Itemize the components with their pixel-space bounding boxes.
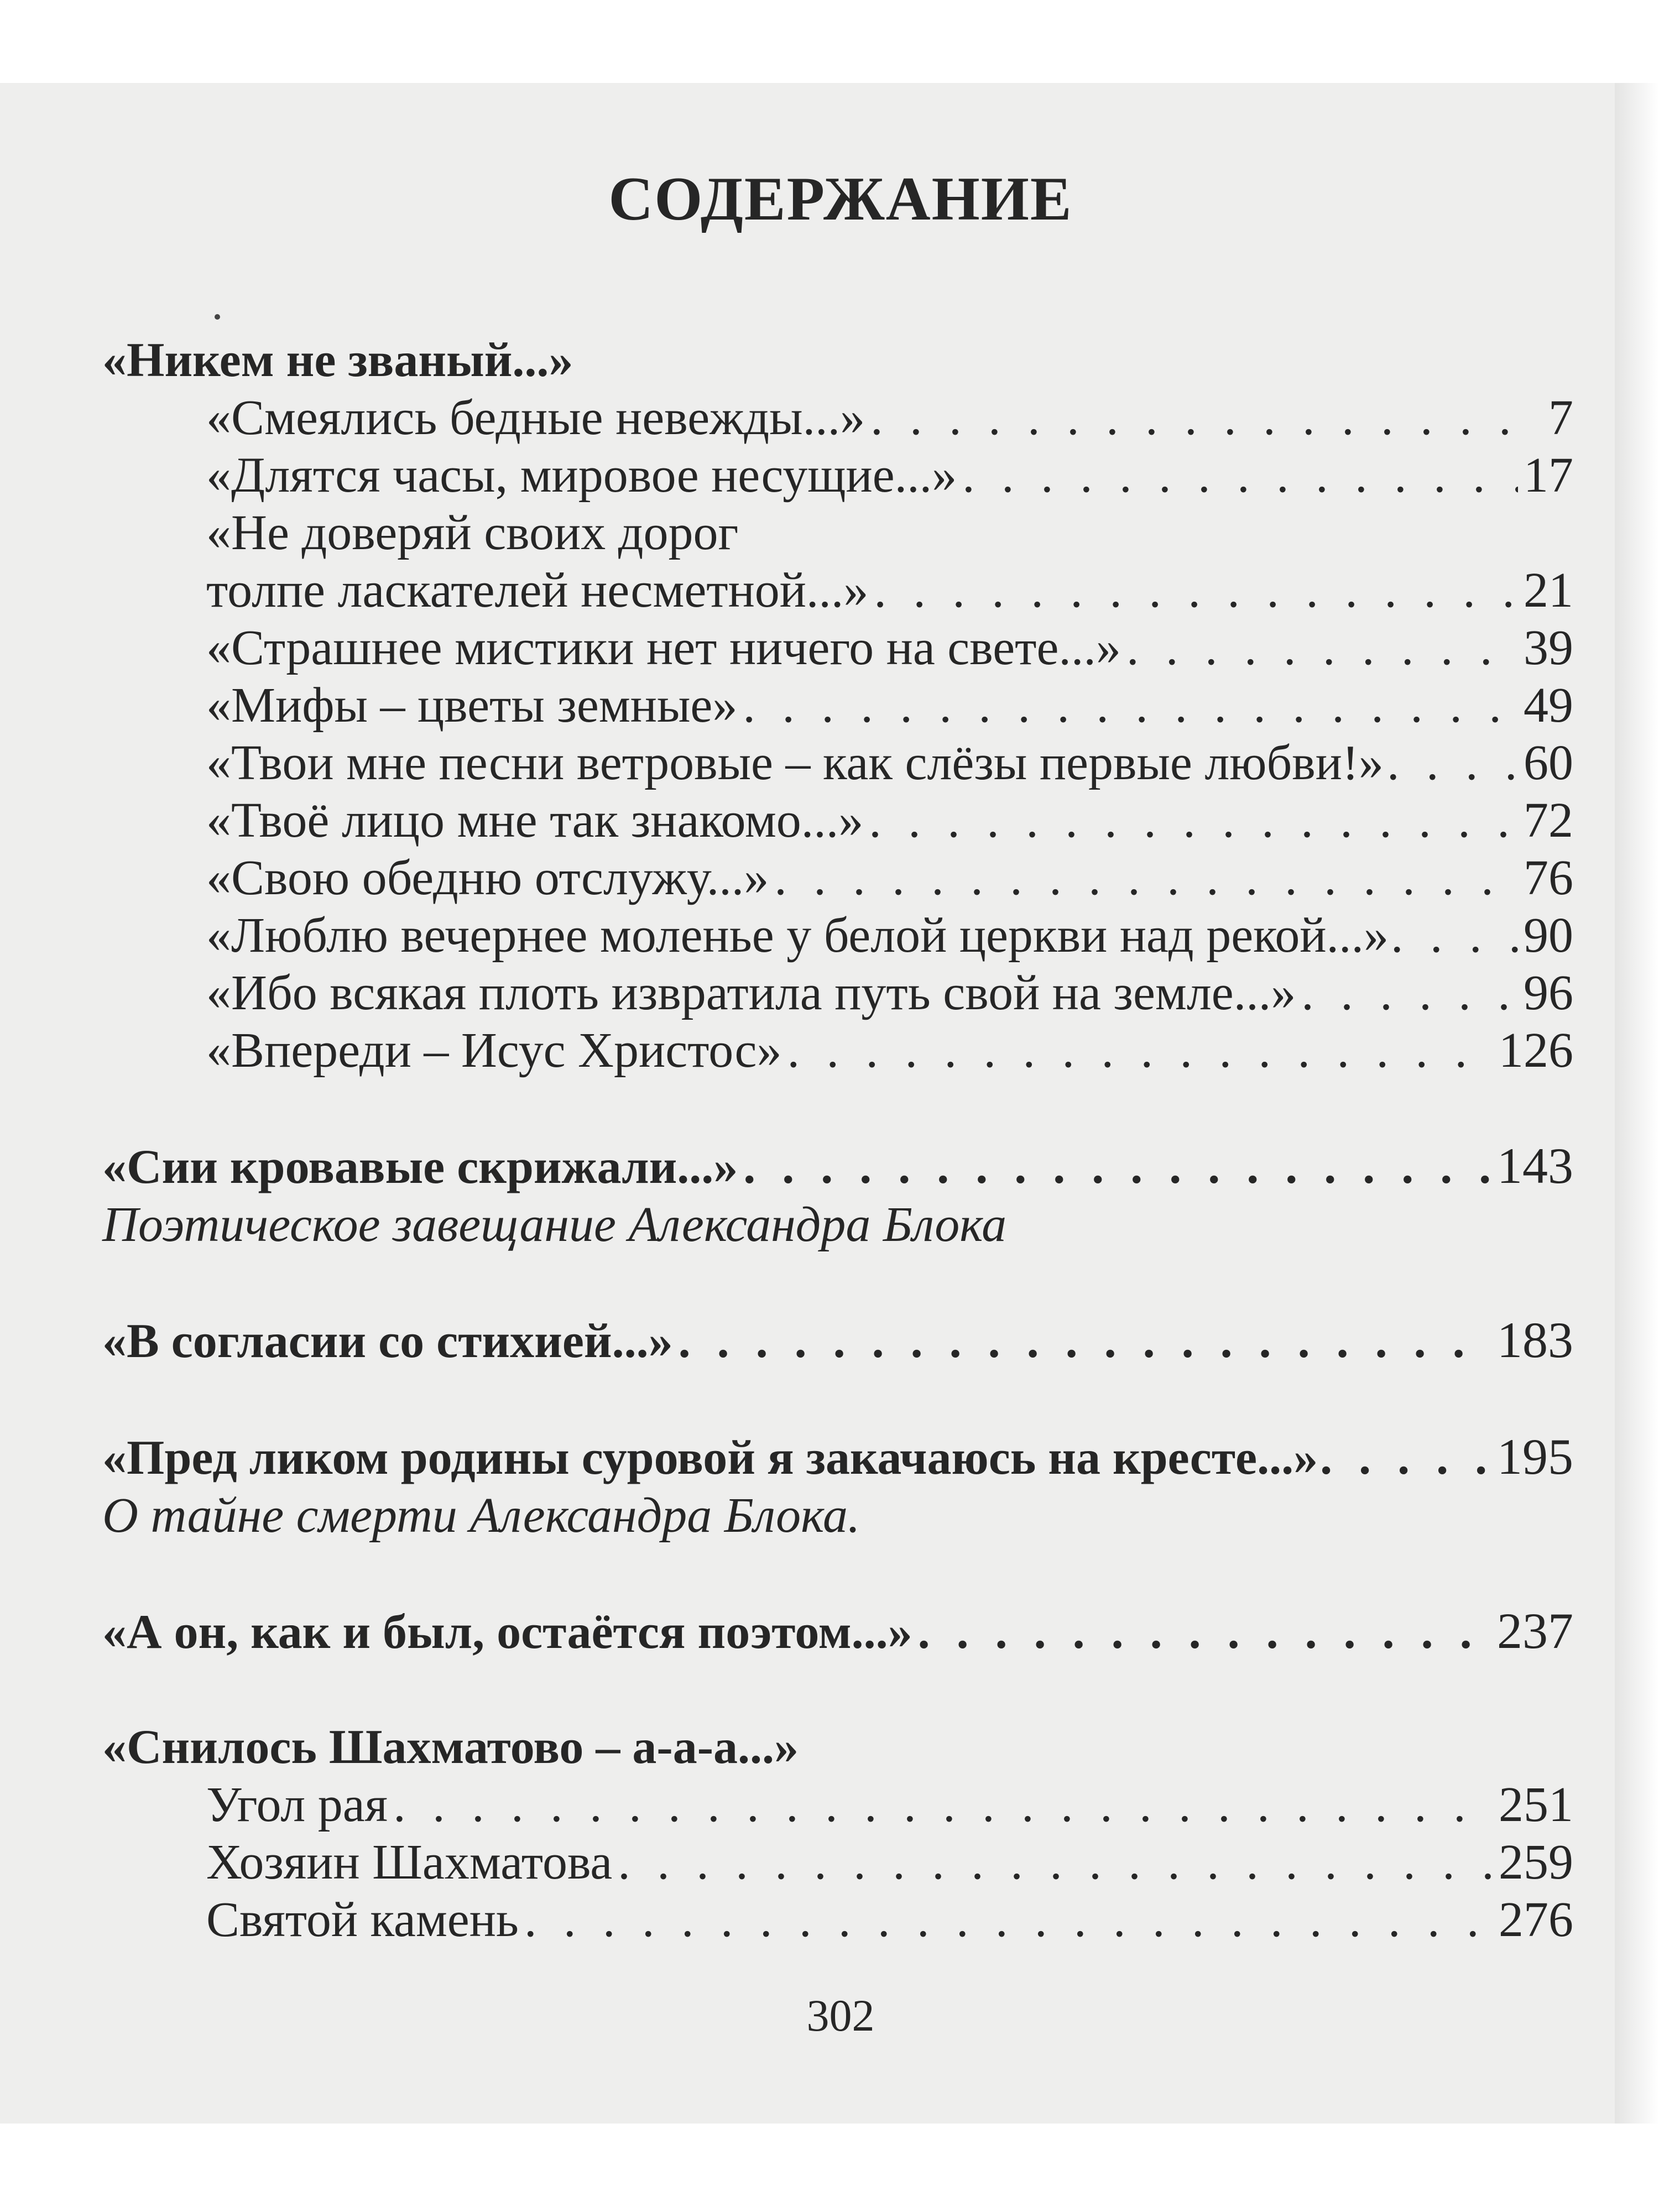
dot-leader — [918, 1604, 1491, 1661]
entry-title: Святой камень — [206, 1892, 519, 1947]
dot-leader — [679, 1313, 1491, 1370]
dot-leader — [787, 1022, 1494, 1079]
entry-title: «Люблю вечернее моленье у белой церкви над рекой...» — [206, 908, 1389, 963]
dot-leader — [743, 677, 1518, 734]
entry-page-number: 7 — [1548, 390, 1573, 445]
section-page-number: 143 — [1497, 1138, 1573, 1194]
section-subtitle: О тайне смерти Александра Блока. — [102, 1488, 860, 1543]
dot-leader — [393, 1776, 1493, 1834]
entry-title: «Мифы – цветы земные» — [206, 678, 738, 733]
section-page-number: 237 — [1497, 1603, 1573, 1659]
toc-entry — [102, 1834, 1573, 1891]
entry-title: «Ибо всякая плоть извратила путь свой на земле...» — [206, 966, 1296, 1020]
section-heading: «Пред ликом родины суровой я закачаюсь на кресте...» — [102, 1431, 1318, 1485]
toc-entry — [102, 562, 1573, 619]
toc-entry — [102, 907, 1573, 964]
entry-page-number: 72 — [1524, 793, 1573, 848]
dot-leader — [618, 1834, 1493, 1891]
entry-page-number: 76 — [1524, 851, 1573, 905]
dot-leader — [962, 447, 1518, 504]
toc-entry — [102, 964, 1573, 1022]
dot-leader — [1126, 619, 1518, 677]
entry-title: «Твоё лицо мне так знакомо...» — [206, 793, 864, 848]
dot-leader — [1301, 964, 1518, 1022]
entry-title: Угол рая — [206, 1777, 388, 1832]
entry-page-number: 39 — [1524, 620, 1573, 675]
entry-page-number: 49 — [1524, 678, 1573, 733]
dot-leader — [869, 792, 1518, 849]
page-edge — [1615, 83, 1659, 2124]
section-heading: «В согласии со стихией...» — [102, 1314, 673, 1368]
entry-title-first-line: «Не доверяй своих дорог — [206, 505, 739, 560]
entry-page-number: 259 — [1499, 1835, 1573, 1890]
entry-title: «Страшнее мистики нет ничего на свете...» — [206, 620, 1121, 675]
page-title: СОДЕРЖАНИЕ — [608, 165, 1073, 233]
dot-leader — [874, 562, 1518, 619]
dot-leader — [1387, 734, 1520, 792]
section-heading: «А он, как и был, остаётся поэтом...» — [102, 1605, 912, 1659]
table-of-contents — [102, 332, 1573, 1949]
entry-page-number: 96 — [1524, 966, 1573, 1020]
toc-section — [102, 1311, 1573, 1370]
entry-title: Хозяин Шахматова — [206, 1835, 613, 1890]
dot-leader — [1320, 1430, 1495, 1487]
section-subtitle: Поэтическое завещание Александра Блока — [102, 1197, 1007, 1252]
entry-page-number: 276 — [1499, 1892, 1573, 1947]
entry-page-number: 126 — [1499, 1023, 1573, 1078]
toc-entry — [102, 447, 1573, 504]
page-number: 302 — [806, 1990, 875, 2041]
entry-title: «Длятся часы, мировое несущие...» — [206, 448, 957, 503]
toc-section — [102, 1428, 1573, 1487]
entry-title: «Смеялись бедные невежды...» — [206, 390, 865, 445]
entry-title: толпе ласкателей несметной...» — [206, 563, 869, 618]
dot-leader — [743, 1139, 1491, 1196]
entry-page-number: 251 — [1499, 1777, 1573, 1832]
section-page-number: 195 — [1497, 1428, 1573, 1485]
entry-page-number: 90 — [1524, 908, 1573, 963]
entry-page-number: 17 — [1524, 448, 1573, 503]
entry-title: «Впереди – Исус Христос» — [206, 1023, 782, 1078]
toc-entry — [102, 1776, 1573, 1834]
toc-entry — [102, 1022, 1573, 1079]
toc-entry — [102, 849, 1573, 907]
entry-page-number: 60 — [1524, 735, 1573, 790]
dot-leader — [524, 1891, 1493, 1949]
toc-entry — [102, 677, 1573, 734]
section-page-number: 183 — [1497, 1312, 1573, 1368]
toc-entry — [102, 792, 1573, 849]
ink-speck — [215, 314, 220, 320]
toc-entry — [102, 1891, 1573, 1949]
entry-title: «Свою обедню отслужу...» — [206, 851, 769, 905]
dot-leader — [870, 389, 1518, 447]
toc-section — [102, 1602, 1573, 1661]
entry-title: «Твои мне песни ветровые – как слёзы первые любви!» — [206, 735, 1384, 790]
section-heading: «Снилось Шахматово – а-а-а...» — [102, 1720, 799, 1774]
toc-entry — [102, 619, 1573, 677]
dot-leader — [774, 849, 1518, 907]
toc-entry — [102, 389, 1573, 447]
toc-section — [102, 1137, 1573, 1196]
dot-leader — [1391, 907, 1521, 964]
section-heading: «Сии кровавые скрижали...» — [102, 1140, 738, 1194]
entry-page-number: 21 — [1524, 563, 1573, 618]
section-heading: «Никем не званый...» — [102, 333, 573, 387]
toc-entry — [102, 734, 1573, 792]
